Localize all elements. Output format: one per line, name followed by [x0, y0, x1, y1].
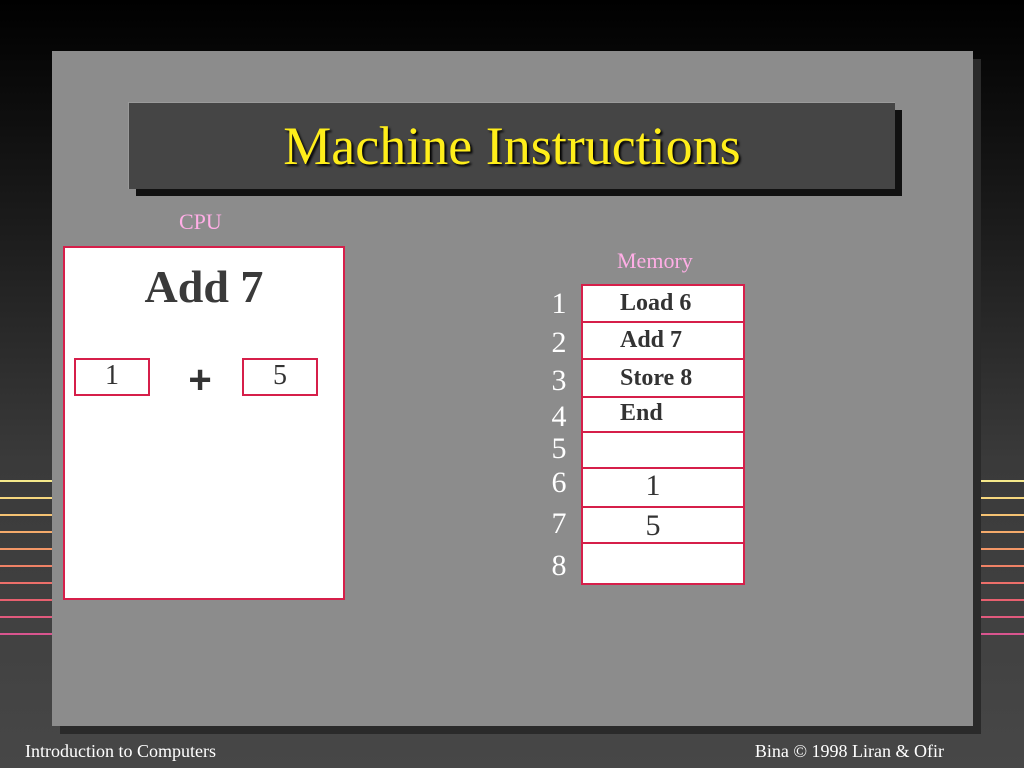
- memory-cell: Load 6: [620, 290, 692, 316]
- cpu-register-a: 1: [74, 358, 150, 396]
- memory-cell-divider: [583, 321, 743, 323]
- slide-title: Machine Instructions: [283, 116, 741, 176]
- memory-address: 5: [551, 432, 567, 465]
- decorative-stripes-left: [0, 470, 60, 660]
- memory-address: 8: [551, 549, 567, 582]
- memory-address: 1: [551, 287, 567, 320]
- plus-operator: +: [188, 358, 212, 402]
- title-banner: [128, 102, 895, 189]
- cpu-box: [63, 246, 345, 600]
- memory-cell: 5: [645, 509, 661, 542]
- memory-address: 3: [551, 364, 567, 397]
- cpu-current-instruction: Add 7: [144, 261, 264, 312]
- cpu-register-b: 5: [242, 358, 318, 396]
- cpu-label: CPU: [179, 209, 222, 234]
- memory-cell-divider: [583, 506, 743, 508]
- memory-address: 2: [551, 326, 567, 359]
- memory-address: 4: [551, 400, 567, 433]
- footer-course-title: Introduction to Computers: [25, 741, 216, 761]
- memory-cell: 1: [645, 469, 661, 502]
- memory-cell-divider: [583, 431, 743, 433]
- memory-cell: End: [620, 400, 663, 426]
- memory-cell-divider: [583, 358, 743, 360]
- memory-cell-divider: [583, 396, 743, 398]
- footer-copyright: Bina © 1998 Liran & Ofir: [754, 741, 944, 761]
- memory-box: [581, 284, 745, 585]
- memory-cell: Add 7: [620, 327, 683, 353]
- memory-address: 7: [551, 507, 567, 540]
- memory-address: 6: [551, 466, 567, 499]
- memory-cell: Store 8: [620, 365, 693, 391]
- memory-label: Memory: [617, 248, 693, 273]
